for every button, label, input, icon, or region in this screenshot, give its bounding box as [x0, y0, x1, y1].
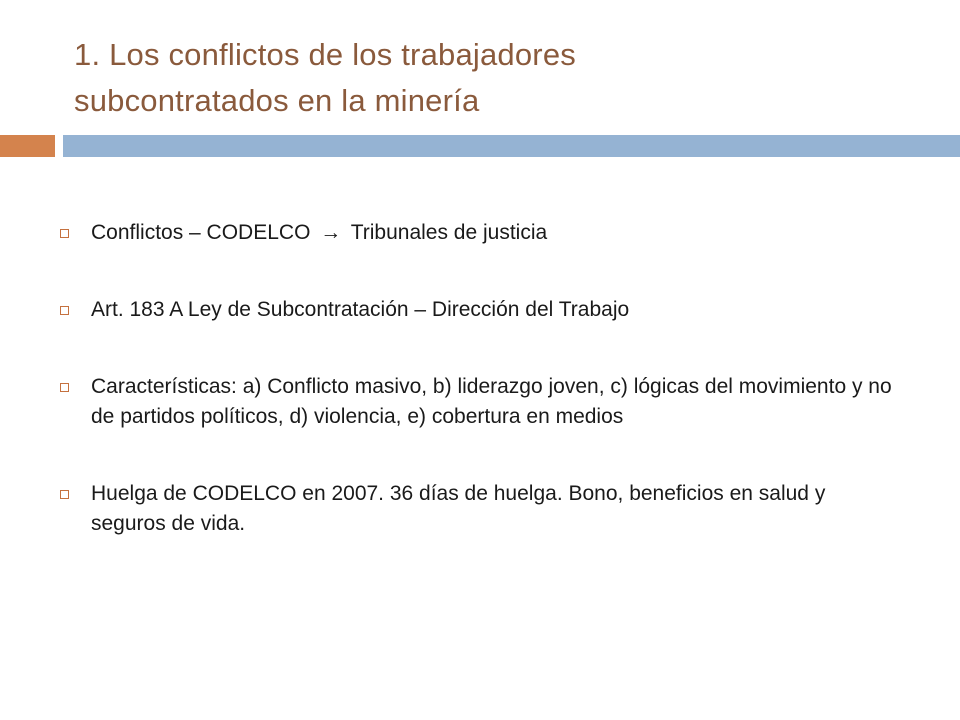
- accent-bar-blue: [63, 135, 960, 157]
- bullet-item-caracteristicas: [60, 372, 900, 432]
- bullet-list: [60, 218, 900, 539]
- hollow-square-icon: [60, 306, 69, 315]
- bullet-text-after-arrow: Tribunales de justicia: [345, 221, 548, 244]
- bullet-item-conflictos: [60, 218, 900, 248]
- slide-title: [74, 32, 934, 124]
- slide-title-line-2: subcontratados en la minería: [74, 83, 480, 118]
- bullet-item-articulo: [60, 295, 900, 325]
- right-arrow-icon: →: [320, 221, 342, 244]
- bullet-text: Art. 183 A Ley de Subcontratación – Dirección del Trabajo: [91, 298, 630, 321]
- bullet-text-before-arrow: Conflictos – CODELCO: [91, 221, 317, 244]
- bullet-item-huelga: [60, 479, 900, 539]
- hollow-square-icon: [60, 383, 69, 392]
- hollow-square-icon: [60, 490, 69, 499]
- accent-bar-orange: [0, 135, 55, 157]
- hollow-square-icon: [60, 229, 69, 238]
- slide-title-line-1: 1. Los conflictos de los trabajadores: [74, 37, 576, 72]
- bullet-text: Huelga de CODELCO en 2007. 36 días de huelga. Bono, beneficios en salud y seguros de vida.: [91, 482, 826, 535]
- bullet-text: Características: a) Conflicto masivo, b) liderazgo joven, c) lógicas del movimiento y no de partidos políticos, d) violencia, e) cobertura en medios: [91, 375, 892, 428]
